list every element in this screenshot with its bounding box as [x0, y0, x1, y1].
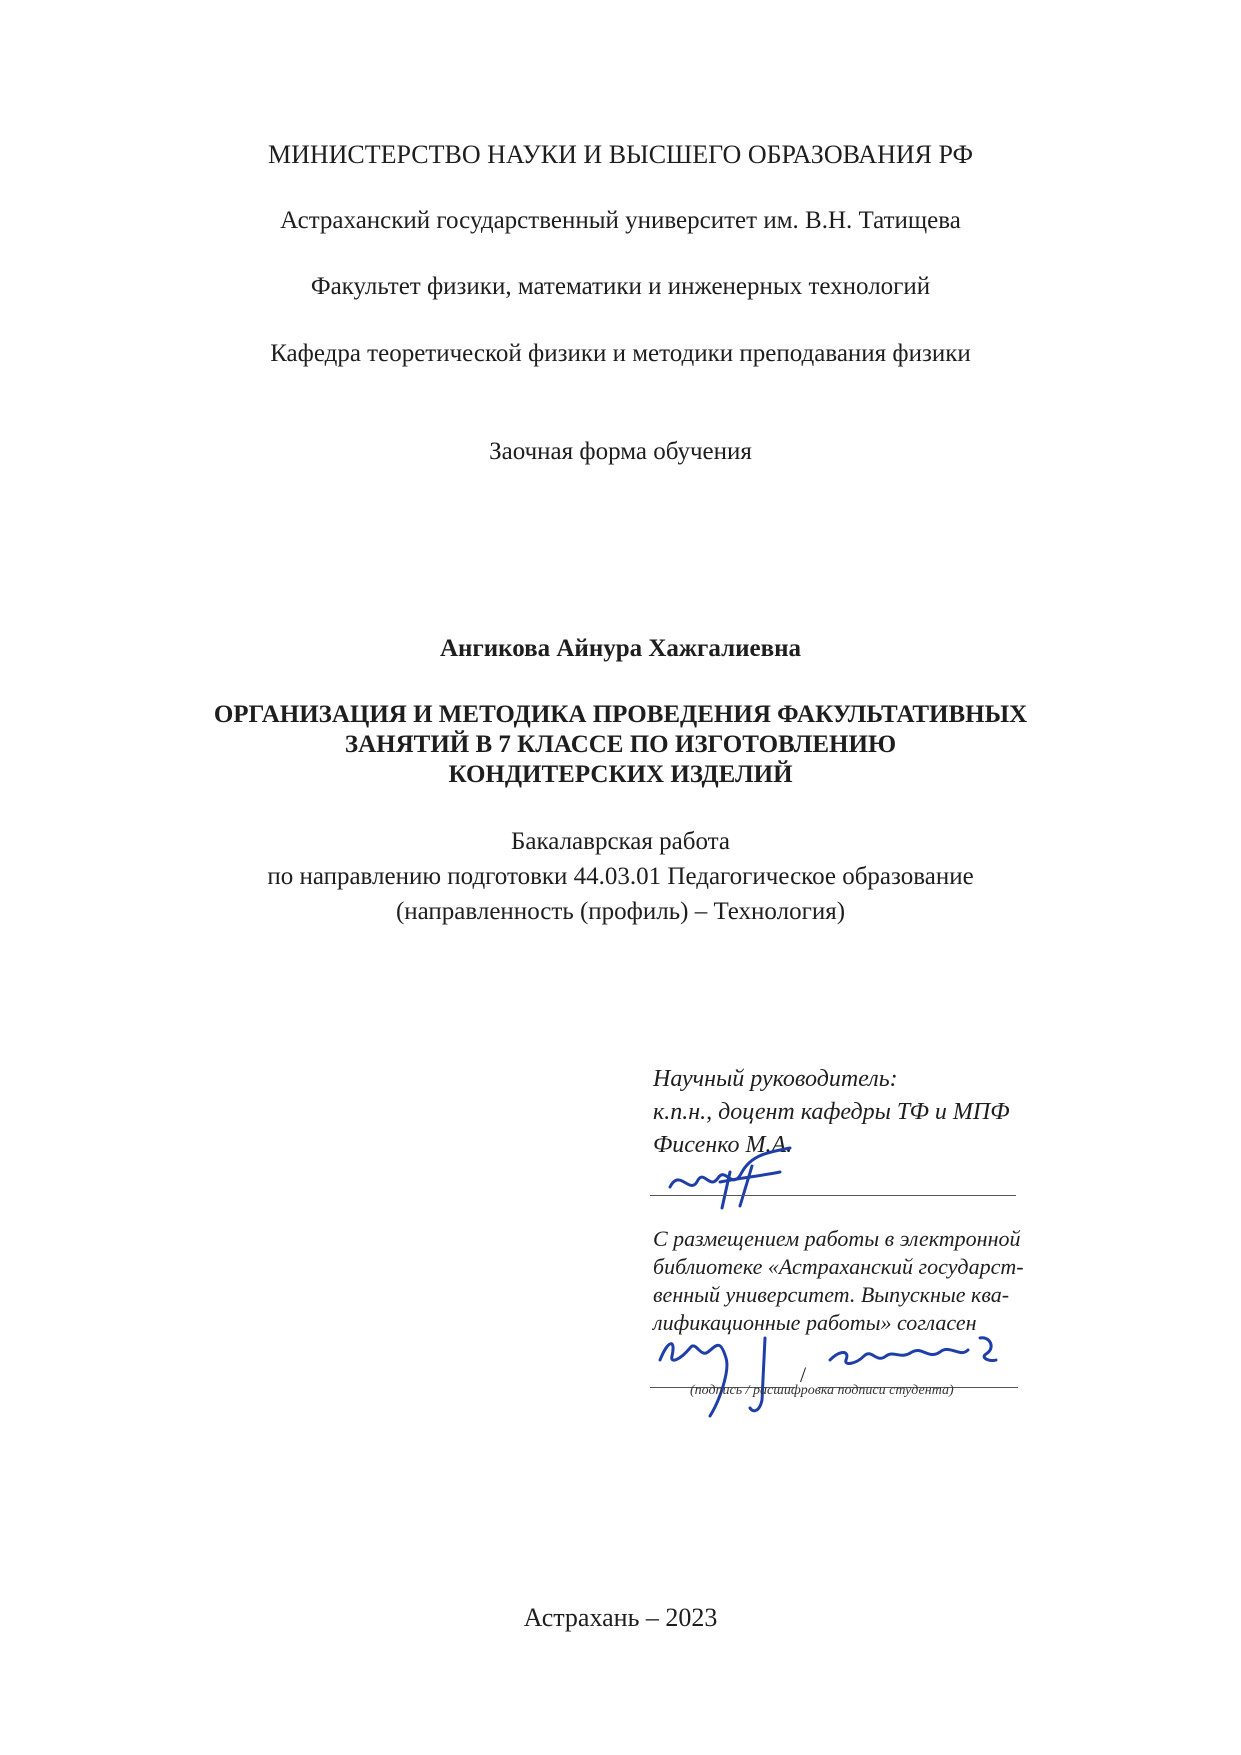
consent-line: венный университет. Выпускные ква- [653, 1282, 1010, 1307]
consent-block [653, 1225, 1053, 1337]
supervisor-label: Научный руководитель: [653, 1066, 898, 1092]
student-signature-icon [650, 1330, 1030, 1420]
university-line: Астраханский государственный университет им. В.Н. Татищева [280, 207, 961, 234]
supervisor-position: к.п.н., доцент кафедры ТФ и МПФ [653, 1099, 1010, 1125]
supervisor-signature-icon [660, 1142, 810, 1212]
work-direction: по направлению подготовки 44.03.01 Педагогическое образование [267, 863, 974, 890]
thesis-title-line: ЗАНЯТИЙ В 7 КЛАССЕ ПО ИЗГОТОВЛЕНИЮ [344, 731, 897, 758]
thesis-title [150, 700, 1091, 790]
work-profile: (направленность (профиль) – Технология) [395, 898, 846, 925]
thesis-title-line: ОРГАНИЗАЦИЯ И МЕТОДИКА ПРОВЕДЕНИЯ ФАКУЛЬТАТИВНЫХ [213, 701, 1028, 728]
supervisor-signature-line [650, 1195, 1016, 1196]
signature-caption: (подпись / расшифровка подписи студента) [690, 1383, 954, 1398]
consent-line: лификационные работы» согласен [653, 1310, 977, 1335]
signature-separator: / [800, 1362, 807, 1387]
consent-line: библиотеке «Астраханский государст- [653, 1254, 1024, 1279]
study-form-line: Заочная форма обучения [489, 438, 752, 465]
consent-line: С размещением работы в электронной [653, 1226, 1021, 1251]
department-line: Кафедра теоретической физики и методики преподавания физики [270, 340, 971, 367]
ministry-line: МИНИСТЕРСТВО НАУКИ И ВЫСШЕГО ОБРАЗОВАНИЯ РФ [267, 140, 974, 169]
thesis-title-line: КОНДИТЕРСКИХ ИЗДЕЛИЙ [448, 761, 793, 788]
faculty-line: Факультет физики, математики и инженерных технологий [310, 273, 931, 300]
author-name: Ангикова Айнура Хажгалиевна [439, 635, 802, 662]
supervisor-name: Фисенко М.А. [653, 1132, 793, 1158]
city-year: Астрахань – 2023 [523, 1603, 718, 1632]
work-type: Бакалаврская работа [511, 828, 730, 855]
